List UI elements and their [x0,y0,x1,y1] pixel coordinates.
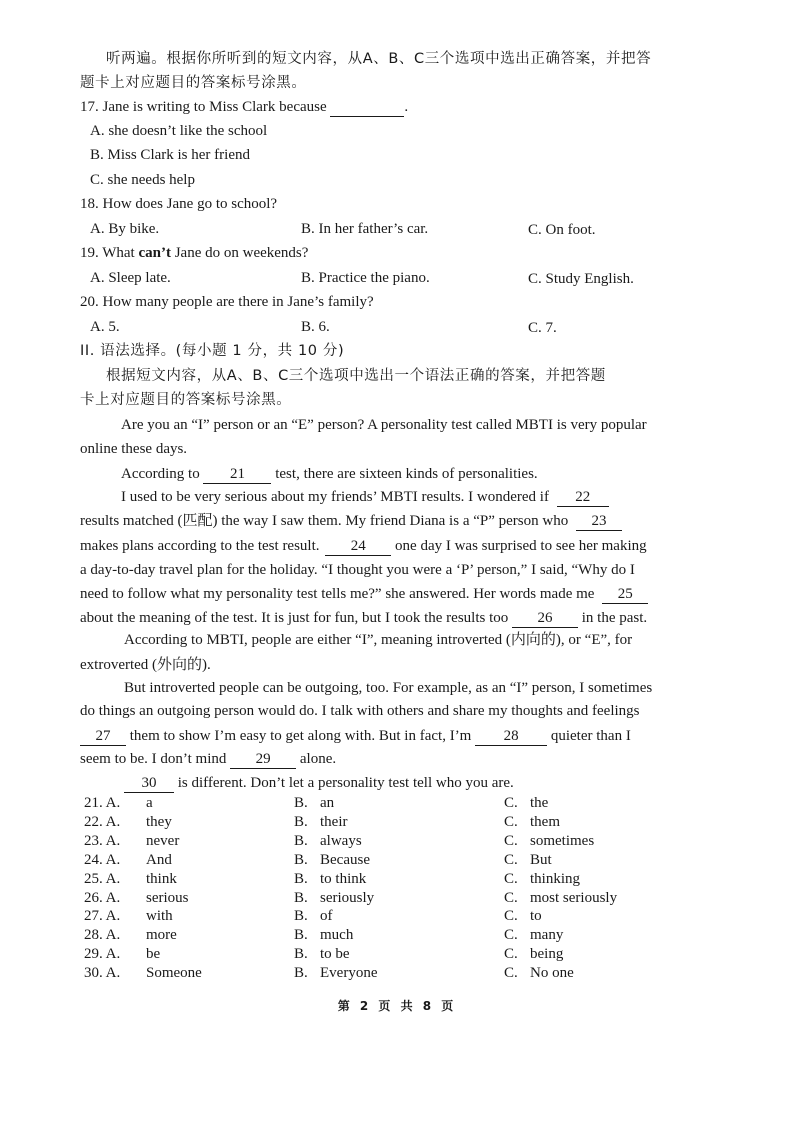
grammar-heading: II. 语法选择。(每小题 1 分，共 10 分) [80,343,345,359]
passage-line-9 [80,608,647,628]
option-30-b: Everyone [320,965,378,981]
option-26-c: most seriously [530,890,618,906]
passage-text: in the past. [581,610,648,626]
passage-line-15 [80,749,336,769]
option-25-b-label: B. [294,871,308,887]
q20-option-b: B. 6. [301,319,330,335]
option-number-22: 22. A. [84,814,121,830]
question-17 [80,97,408,117]
passage-text: quieter than I [550,728,631,744]
option-27-a: with [146,908,173,924]
blank-23: 23 [576,513,622,531]
passage-line-13: do things an outgoing person would do. I talk with others and share my thoughts and feelings [80,703,640,719]
blank-26: 26 [512,610,578,628]
q20-option-c: C. 7. [528,320,557,336]
option-number-25: 25. A. [84,871,121,887]
option-22-c: them [530,814,560,830]
blank-28: 28 [475,728,547,746]
option-27-c-label: C. [504,908,518,924]
page-footer: 第 2 页 共 8 页 [337,999,457,1013]
option-26-a: serious [146,890,189,906]
q18-option-c: C. On foot. [528,222,596,238]
q19-option-b: B. Practice the piano. [301,270,430,286]
grammar-instruction-line2: 卡上对应题目的答案标号涂黑。 [80,392,292,408]
q20-stem: 20. How many people are there in Jane’s family? [80,294,374,310]
option-30-c-label: C. [504,965,518,981]
option-27-b: of [320,908,333,924]
option-28-b-label: B. [294,927,308,943]
passage-text: test, there are sixteen kinds of personalities. [275,466,538,482]
listening-instruction-line2: 题卡上对应题目的答案标号涂黑。 [80,75,307,91]
blank-22: 22 [557,489,609,507]
passage-line-3 [121,464,538,484]
option-27-b-label: B. [294,908,308,924]
grammar-instruction-line1: 根据短文内容，从A、B、C三个选项中选出一个语法正确的答案，并把答题 [106,368,606,384]
blank-21: 21 [203,466,271,484]
listening-instruction-line1: 听两遍。根据你所听到的短文内容，从A、B、C三个选项中选出正确答案，并把答 [106,51,652,67]
option-23-a: never [146,833,180,849]
passage-text: about the meaning of the test. It is just for fun, but I took the results too [80,610,509,626]
option-24-c: But [530,852,552,868]
passage-line-2: online these days. [80,441,188,457]
option-28-c-label: C. [504,927,518,943]
option-25-b: to think [320,871,367,887]
q19-option-c: C. Study English. [528,271,634,287]
option-number-24: 24. A. [84,852,121,868]
passage-line-7: a day-to-day travel plan for the holiday. “I thought you were a ‘P’ person,” I said, “Why do I [80,562,635,578]
option-29-b-label: B. [294,946,308,962]
q18-stem: 18. How does Jane go to school? [80,196,278,212]
option-24-b-label: B. [294,852,308,868]
q20-option-a: A. 5. [90,319,120,335]
option-number-23: 23. A. [84,833,121,849]
option-28-c: many [530,927,564,943]
passage-line-4 [121,487,609,507]
passage-line-1: Are you an “I” person or an “E” person? A personality test called MBTI is very popular [121,417,647,433]
option-22-b: their [320,814,348,830]
q17-option-a: A. she doesn’t like the school [90,123,268,139]
blank-27: 27 [80,728,126,746]
q19-stem-post: Jane do on weekends? [170,245,309,261]
q18-option-b: B. In her father’s car. [301,221,429,237]
option-25-c: thinking [530,871,581,887]
q19-option-a: A. Sleep late. [90,270,171,286]
question-19 [80,243,308,263]
option-29-b: to be [320,946,350,962]
q19-stem-bold: can’t [138,245,171,261]
blank-24: 24 [325,538,391,556]
option-23-b: always [320,833,362,849]
blank-29: 29 [230,751,296,769]
option-number-28: 28. A. [84,927,121,943]
option-30-b-label: B. [294,965,308,981]
q18-option-a: A. By bike. [90,221,160,237]
option-21-c-label: C. [504,795,518,811]
option-29-c: being [530,946,564,962]
passage-text: According to [121,466,200,482]
option-22-b-label: B. [294,814,308,830]
option-number-29: 29. A. [84,946,121,962]
option-26-b-label: B. [294,890,308,906]
passage-line-10: According to MBTI, people are either “I”, meaning introverted (内向的), or “E”, for [124,632,633,648]
passage-text: them to show I’m easy to get along with. But in fact, I’m [129,728,472,744]
option-25-c-label: C. [504,871,518,887]
option-30-a: Someone [146,965,202,981]
blank-25: 25 [602,586,648,604]
q19-stem-pre: 19. What [80,245,139,261]
option-24-c-label: C. [504,852,518,868]
passage-text: is different. Don’t let a personality test tell who you are. [177,775,514,791]
option-29-a: be [146,946,161,962]
option-28-b: much [320,927,354,943]
passage-line-5 [80,511,622,531]
passage-text: alone. [299,751,337,767]
option-number-30: 30. A. [84,965,121,981]
passage-text: need to follow what my personality test tells me?” she answered. Her words made me [80,586,595,602]
option-23-c: sometimes [530,833,595,849]
blank-30: 30 [124,775,174,793]
passage-text: I used to be very serious about my friends’ MBTI results. I wondered if [121,489,549,505]
q17-option-b: B. Miss Clark is her friend [90,147,250,163]
option-21-b: an [320,795,335,811]
passage-line-14 [80,726,631,746]
q17-stem: 17. Jane is writing to Miss Clark because [80,99,327,115]
option-21-c: the [530,795,549,811]
passage-line-12: But introverted people can be outgoing, too. For example, as an “I” person, I sometimes [124,680,653,696]
option-21-a: a [146,795,153,811]
option-24-a: And [146,852,172,868]
option-22-c-label: C. [504,814,518,830]
option-30-c: No one [530,965,574,981]
option-number-27: 27. A. [84,908,121,924]
q17-option-c: C. she needs help [90,172,195,188]
option-22-a: they [146,814,172,830]
option-number-26: 26. A. [84,890,121,906]
passage-line-11: extroverted (外向的). [80,657,211,673]
option-28-a: more [146,927,177,943]
option-24-b: Because [320,852,370,868]
option-23-c-label: C. [504,833,518,849]
passage-text: seem to be. I don’t mind [80,751,227,767]
option-number-21: 21. A. [84,795,121,811]
passage-text: makes plans according to the test result. [80,538,320,554]
option-27-c: to [530,908,542,924]
option-26-b: seriously [320,890,375,906]
passage-text: one day I was surprised to see her making [395,538,647,554]
passage-line-6 [80,536,647,556]
option-25-a: think [146,871,177,887]
passage-line-8 [80,584,648,604]
q17-blank [330,99,404,117]
option-29-c-label: C. [504,946,518,962]
q17-end: . [404,99,409,115]
option-26-c-label: C. [504,890,518,906]
option-23-b-label: B. [294,833,308,849]
option-21-b-label: B. [294,795,308,811]
passage-text: results matched (匹配) the way I saw them. My friend Diana is a “P” person who [80,513,569,529]
passage-line-16 [124,773,514,793]
